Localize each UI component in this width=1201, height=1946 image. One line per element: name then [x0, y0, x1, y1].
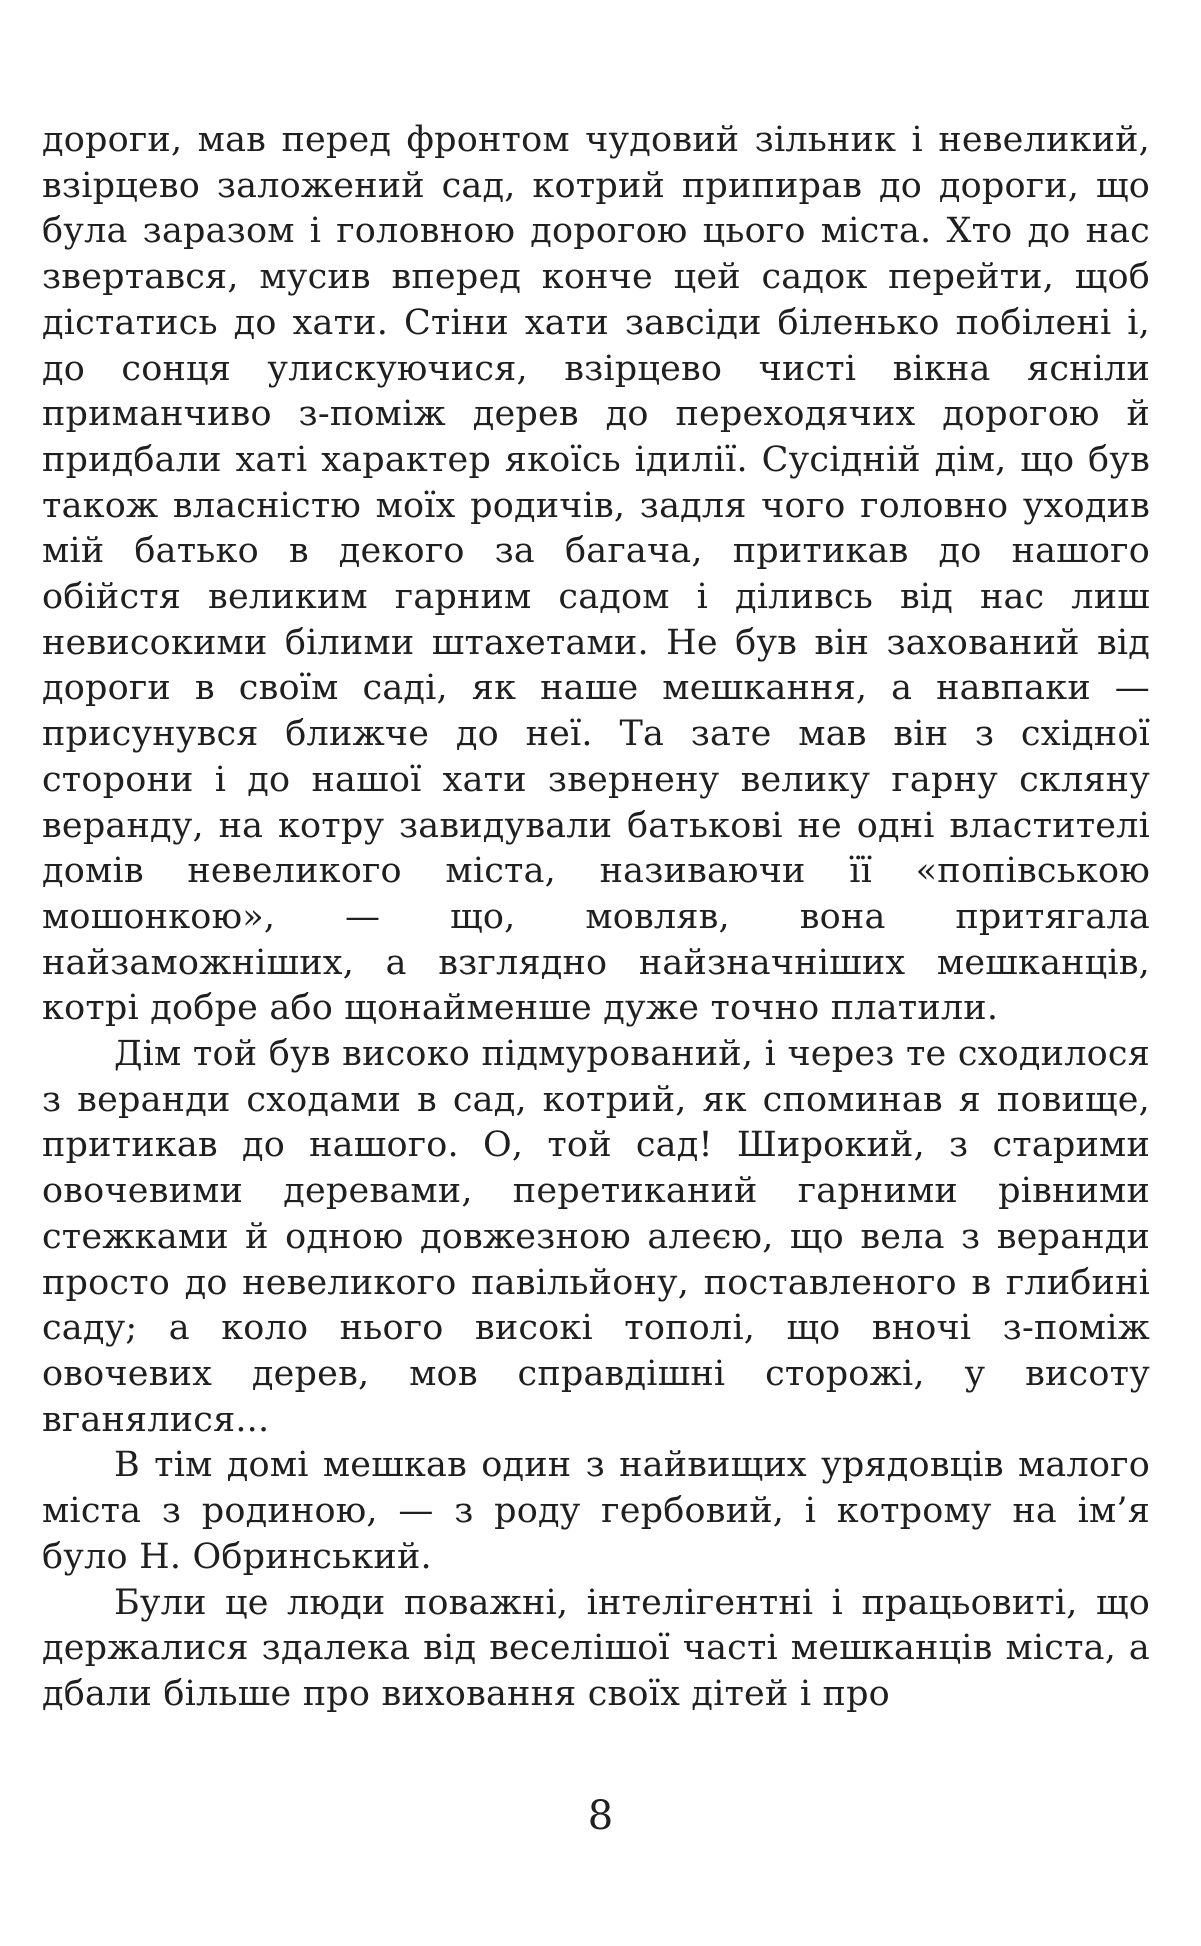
paragraph-1: дороги, мав перед фронтом чудовий зільник і невеликий, взірцево заложений сад, котрий припирав до дороги, що була заразом і головною дорогою цього міста. Хто до нас звертався, мусив вперед конче цей садок перейти, щоб дістатись до хати. Стіни хати завсіди біленько побілені і, до сонця улискуючися, взірцево чисті вікна ясніли приманчиво з-поміж дерев до переходячих дорогою й придбали хаті характер якоїсь ідилії. Сусідній дім, що був також власністю моїх родичів, задля чого головно уходив мій батько в декого за багача, притикав до нашого обійстя великим гарним садом і діливсь від нас лиш невисокими білими штахетами. Не був він захований від дороги в своїм саді, як наше мешкання, а навпаки — присунувся ближче до неї. Та зате мав він з східної сторони і до нашої хати звернену велику гарну скляну веранду, на котру завидували батькові не одні властителі домів невеликого міста, називаючи її «попівською мошонкою», — що, мовляв, вона притягала найзаможніших, а взглядно найзначніших мешканців, котрі добре або щонайменше дуже точно платили. [42, 120, 1150, 1029]
page-number: 8 [587, 1793, 614, 1839]
paragraph-4: Були це люди поважні, інтелігентні і працьовиті, що держалися здалека від веселішої часті мешканців міста, а дбали більше про виховання своїх дітей і про [42, 1582, 1150, 1714]
body-text [42, 118, 1150, 1718]
paragraph-2: Дім той був високо підмурований, і через те сходилося з веранди сходами в сад, котрий, як споминав я повище, притикав до нашого. О, той сад! Широкий, з старими овочевими деревами, перетиканий гарними рівними стежками й одною довжезною алеєю, що вела з веранди просто до невеликого павільйону, поставленого в глибині саду; а коло нього високі тополі, що вночі з-поміж овочевих дерев, мов справдішні сторожі, у висоту вганялися... [42, 1034, 1150, 1440]
paragraph-3: В тім домі мешкав один з найвищих урядовців малого міста з родиною, — з роду гербовий, і котрому на ім’я було Н. Обринський. [42, 1445, 1150, 1577]
